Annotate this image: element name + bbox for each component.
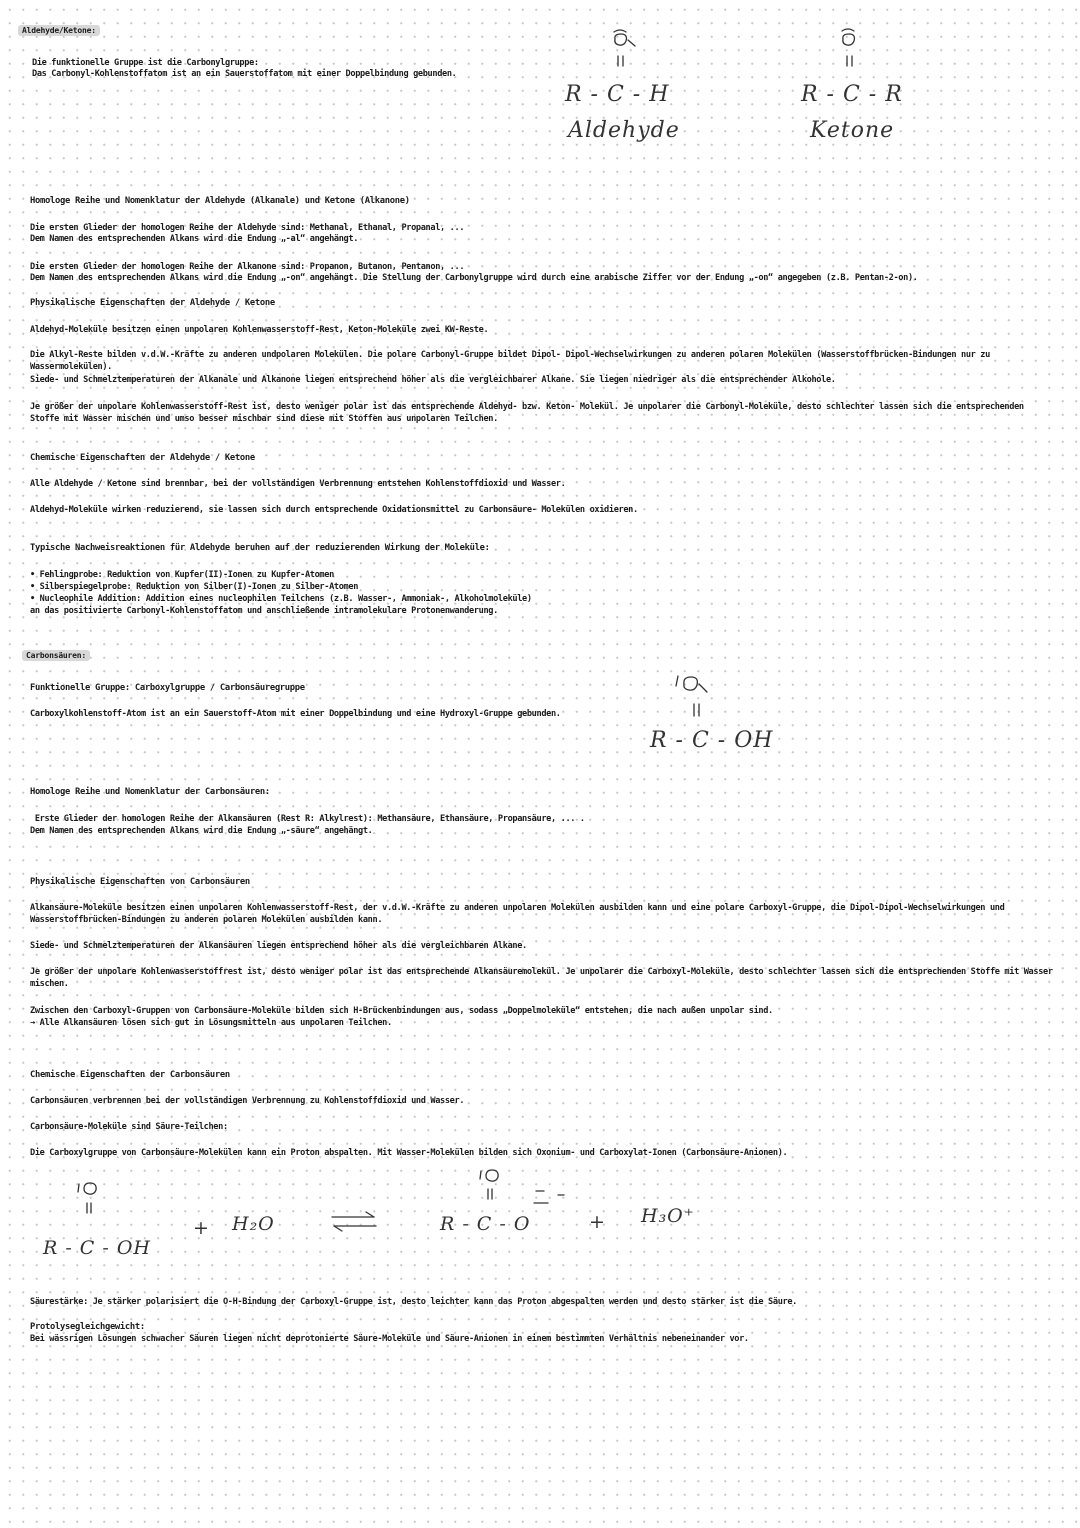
carbon-phys-paragraph-1-line-1: Alkansäure-Moleküle besitzen einen unpolaren Kohlenwasserstoff-Rest, der v.d.W.-Kräfte zu anderen unpolaren Molekülen ausbilden kann und eine polare Carboxyl-Gruppe, die Dipol-Dipol-Wechselwirkungen und [30, 903, 1005, 913]
carbon-phys-paragraph-1-line-2: Wasserstoffbrücken-Bindungen zu anderen polaren Molekülen ausbilden kann. [30, 915, 383, 925]
ketone-carbonyl-oxygen-sketch [838, 26, 878, 76]
heading-chem-eigenschaften-aldehyde-ketone: Chemische Eigenschaften der Aldehyde / Ketone [30, 453, 255, 463]
phys-paragraph-3-line-2: Stoffe mit Wasser mischen und umso besser mischbar sind diese mit Stoffen aus unpolaren Teilchen. [30, 414, 498, 424]
nachweis-item-nucleophile-addition: • Nucleophile Addition: Addition eines nucleophilen Teilchens (z.B. Wasser-, Ammoniak-, Alkoholmoleküle) [30, 594, 532, 604]
chem-paragraph-1: Alle Aldehyde / Ketone sind brennbar, bei der vollständigen Verbrennung entstehen Kohlenstoffdioxid und Wasser. [30, 479, 566, 489]
carboxyl-formula: R - C - OH [650, 728, 774, 753]
reaction-plus-2: + [589, 1211, 606, 1233]
heading-phys-eigenschaften-aldehyde-ketone: Physikalische Eigenschaften der Aldehyde / Ketone [30, 298, 275, 308]
reaction-reactant-formula: R - C - OH [43, 1237, 151, 1259]
carboxyl-oxygen-sketch [674, 670, 734, 725]
heading-homologe-reihe-aldehyde-ketone: Homologe Reihe und Nomenklatur der Aldehyde (Alkanale) und Ketone (Alkanone) [30, 196, 410, 206]
homolog-carbonsaeuren-line-1: Erste Glieder der homologen Reihe der Alkansäuren (Rest R: Alkylrest): Methansäure, Ethansäure, Propansäure, ... . [30, 814, 585, 824]
aldehyde-formula: R - C - H [565, 82, 670, 107]
heading-protolysegleichgewicht: Protolysegleichgewicht: [30, 1322, 145, 1332]
carbon-phys-paragraph-2: Siede- und Schmelztemperaturen der Alkansäuren liegen entsprechend höher als die vergleichbaren Alkane. [30, 941, 527, 951]
protolyse-paragraph: Bei wässrigen Lösungen schwacher Säuren liegen nicht deprotonierte Säure-Moleküle und Säure-Anionen in einem bestimmten Verhältnis nebeneinander vor. [30, 1334, 749, 1344]
carbon-chem-paragraph-3: Die Carboxylgruppe von Carbonsäure-Molekülen kann ein Proton abspalten. Mit Wasser-Molekülen bilden sich Oxonium- und Carboxylat-Ionen (Carbonsäure-Anionen). [30, 1148, 788, 1158]
phys-paragraph-2-line-2: Wassermolekülen). [30, 362, 113, 372]
intro-line-2: Das Carbonyl-Kohlenstoffatom ist an ein Sauerstoffatom mit einer Doppelbindung gebunden. [32, 69, 457, 79]
nachweis-item-continuation: an das positivierte Carbonyl-Kohlenstoffatom und anschließende intramolekulare Protonenwanderung. [30, 606, 498, 616]
phys-paragraph-1: Aldehyd-Moleküle besitzen einen unpolaren Kohlenwasserstoff-Rest, Keton-Moleküle zwei KW-Reste. [30, 325, 489, 335]
phys-paragraph-3-line-1: Je größer der unpolare Kohlenwasserstoff-Rest ist, desto weniger polar ist das entsprechende Aldehyd- bzw. Keton- Molekül. Je unpolarer die Carbonyl-Moleküle, desto schlechter lassen sich die entsprechenden [30, 402, 1024, 412]
heading-nachweisreaktionen: Typische Nachweisreaktionen für Aldehyde beruhen auf der reduzierenden Wirkung der Moleküle: [30, 543, 490, 553]
carbon-phys-paragraph-4-line-2: → Alle Alkansäuren lösen sich gut in Lösungsmitteln aus unpolaren Teilchen. [30, 1018, 392, 1028]
heading-chem-eigenschaften-carbonsaeuren: Chemische Eigenschaften der Carbonsäuren [30, 1070, 230, 1080]
carbon-phys-paragraph-4-line-1: Zwischen den Carboxyl-Gruppen von Carbonsäure-Moleküle bilden sich H-Brückenbindungen aus, sodass „Doppelmoleküle“ entstehen, die nach außen unpolar sind. [30, 1006, 773, 1016]
ketone-formula: R - C - R [801, 82, 903, 107]
nachweis-item-fehling: • Fehlingprobe: Reduktion von Kupfer(II)-Ionen zu Kupfer-Atomen [30, 570, 334, 580]
aldehyde-carbonyl-oxygen-sketch [610, 26, 650, 76]
reaction-product-formula: R - C - O [440, 1213, 531, 1235]
nachweis-item-silberspiegel: • Silberspiegelprobe: Reduktion von Silber(I)-Ionen zu Silber-Atomen [30, 582, 359, 592]
reaction-plus-1: + [193, 1217, 210, 1239]
phys-paragraph-2-line-1: Die Alkyl-Reste bilden v.d.W.-Kräfte zu anderen undpolaren Molekülen. Die polare Carbonyl-Gruppe bildet Dipol- Dipol-Wechselwirkungen zu anderen polaren Molekülen (Wasserstoffbrücken-Bindungen nur zu [30, 350, 990, 360]
carbon-phys-paragraph-3-line-1: Je größer der unpolare Kohlenwasserstoffrest ist, desto weniger polar ist das entsprechende Alkansäuremolekül. Je unpolarer die Carboxyl-Moleküle, desto schlechter lassen sich die entsprechenden Stoffe mit Wasser [30, 967, 1053, 977]
phys-paragraph-2-line-3: Siede- und Schmelztemperaturen der Alkanale und Alkanone liegen entsprechend höher als die vergleichbarer Alkane. Sie liegen niedriger als die entsprechender Alkohole. [30, 375, 836, 385]
reaction-oxonium: H₃O⁺ [641, 1205, 695, 1227]
reaction-water: H₂O [232, 1213, 275, 1235]
heading-phys-eigenschaften-carbonsaeuren: Physikalische Eigenschaften von Carbonsäuren [30, 877, 250, 887]
section-tag-aldehyde-ketone: Aldehyde/Ketone: [18, 25, 100, 36]
section-tag-carbonsaeuren: Carbonsäuren: [22, 650, 90, 661]
intro-line-1: Die funktionelle Gruppe ist die Carbonylgruppe: [32, 58, 259, 68]
carboxyl-description: Carboxylkohlenstoff-Atom ist an ein Sauerstoff-Atom mit einer Doppelbindung und eine Hydroxyl-Gruppe gebunden. [30, 709, 561, 719]
ketone-label: Ketone [810, 118, 895, 143]
homolog-ketone-line-1: Die ersten Glieder der homologen Reihe der Alkanone sind: Propanon, Butanon, Pentanon, ... [30, 262, 465, 272]
homolog-aldehyde-line-2: Dem Namen des entsprechenden Alkans wird die Endung „-al“ angehängt. [30, 234, 359, 244]
homolog-ketone-line-2: Dem Namen des entsprechenden Alkans wird die Endung „-on“ angehängt. Die Stellung der Carbonylgruppe wird durch eine arabische Ziffer vor der Endung „-on“ angegeben (z.B. Pentan-2-on). [30, 273, 918, 283]
carbon-chem-paragraph-1: Carbonsäuren verbrennen bei der vollständigen Verbrennung zu Kohlenstoffdioxid und Wasser. [30, 1096, 465, 1106]
aldehyde-label: Aldehyde [568, 118, 680, 143]
homolog-aldehyde-line-1: Die ersten Glieder der homologen Reihe der Aldehyde sind: Methanal, Ethanal, Propanal, ... [30, 223, 465, 233]
homolog-carbonsaeuren-line-2: Dem Namen des entsprechenden Alkans wird die Endung „-säure“ angehängt. [30, 826, 373, 836]
heading-homologe-reihe-carbonsaeuren: Homologe Reihe und Nomenklatur der Carbonsäuren: [30, 787, 270, 797]
saeurestaerke-paragraph: Säurestärke: Je stärker polarisiert die O-H-Bindung der Carboxyl-Gruppe ist, desto leichter kann das Proton abgespalten werden und desto stärker ist die Säure. [30, 1297, 797, 1307]
carbon-phys-paragraph-3-line-2: mischen. [30, 979, 69, 989]
equilibrium-arrows-icon [330, 1210, 380, 1234]
chem-paragraph-2: Aldehyd-Moleküle wirken reduzierend, sie lassen sich durch entsprechende Oxidationsmittel zu Carbonsäure- Molekülen oxidieren. [30, 505, 638, 515]
carbon-chem-paragraph-2: Carbonsäure-Moleküle sind Säure-Teilchen: [30, 1122, 228, 1132]
reactant-oxygen-sketch [76, 1178, 116, 1223]
heading-funktionelle-gruppe-carboxyl: Funktionelle Gruppe: Carboxylgruppe / Carbonsäuregruppe [30, 683, 305, 693]
